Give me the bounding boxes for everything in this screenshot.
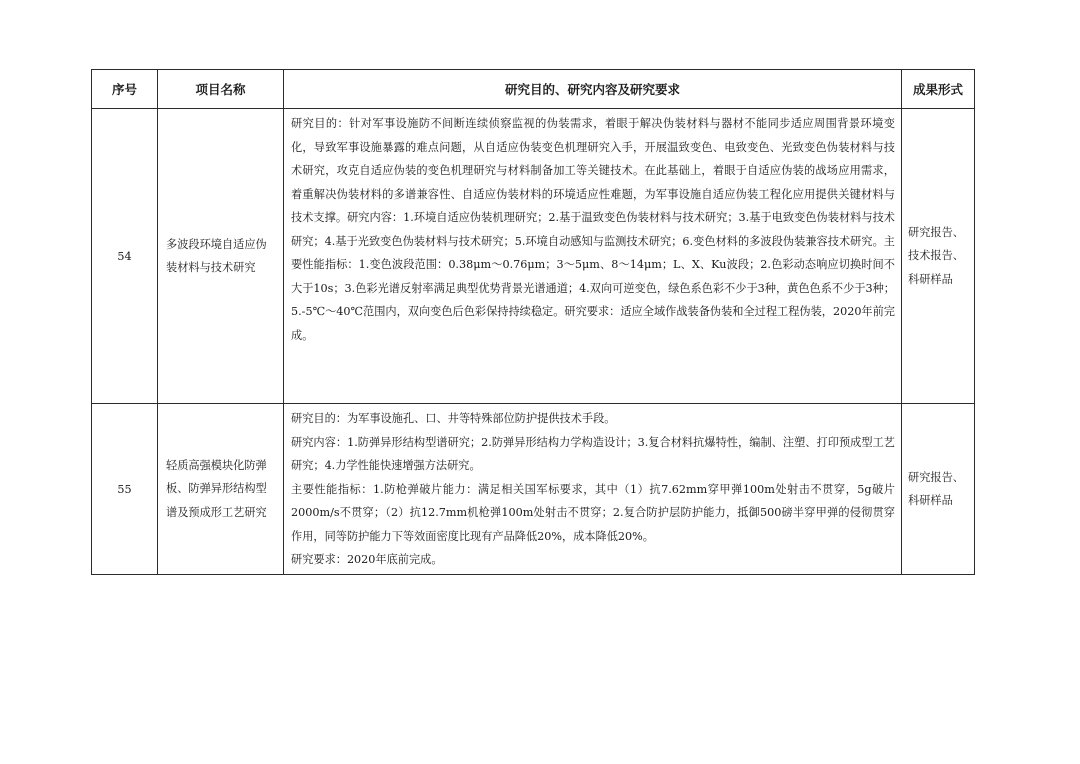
description-paragraph: 研究要求：2020年底前完成。 [291,553,443,566]
header-project-name: 项目名称 [158,70,284,109]
row-output-form: 研究报告、科研样品 [902,404,975,575]
project-table [91,69,975,575]
row-serial-number: 55 [92,404,158,575]
description-paragraph: 研究目的：针对军事设施防不间断连续侦察监视的伪装需求，着眼于解决伪装材料与器材不能同步适应周围背景环境变化，导致军事设施暴露的难点问题，从自适应伪装变色机理研究入手，开展温致变色、电致变色、光致变色伪装材料与技术研究，攻克自适应伪装的变色机理研究与材料制备加工等关键技术。在此基础上，着眼于自适应伪装的战场应用需求，着重解决伪装材料的多谱兼容性、自适应伪装材料的环境适应性难题，为军事设施自适应伪装工程化应用提供关键材料与技术支撑。研究内容：1.环境自适应伪装机理研究；2.基于温致变色伪装材料与技术研究；3.基于电致变色伪装材料与技术研究；4.基于光致变色伪装材料与技术研究；5.环境自动感知与监测技术研究；6.变色材料的多波段伪装兼容技术研究。主要性能指标：1.变色波段范围：0.38μm～0.76μm；3～5μm、8～14μm；L、X、Ku波段；2.色彩动态响应切换时间不大于10s；3.色彩光谱反射率满足典型优势背景光谱通道；4.双向可逆变色，绿色系色彩不少于3种，黄色色系不少于3种；5.-5℃～40℃范围内，双向变色后色彩保持持续稳定。研究要求：适应全域作战装备伪装和全过程工程伪装，2020年前完成。 [291,117,895,342]
description-paragraph: 主要性能指标：1.防枪弹破片能力：满足相关国军标要求，其中（1）抗7.62mm穿甲弹100m处射击不贯穿，5g破片2000m/s不贯穿；（2）抗12.7mm机枪弹100m处射击不贯穿；2.复合防护层防护能力，抵御500磅半穿甲弹的侵彻贯穿作用，同等防护能力下等效面密度比现有产品降低20%，成本降低20%。 [291,482,895,543]
header-research-description: 研究目的、研究内容及研究要求 [284,70,902,109]
table-row [92,404,975,575]
header-output-form: 成果形式 [902,70,975,109]
row-serial-number: 54 [92,109,158,404]
table-row [92,109,975,404]
row-research-description [284,109,902,404]
description-paragraph: 研究目的：为军事设施孔、口、井等特殊部位防护提供技术手段。 [291,412,616,425]
row-output-form: 研究报告、技术报告、科研样品 [902,109,975,404]
row-project-name: 轻质高强模块化防弹板、防弹异形结构型谱及预成形工艺研究 [158,404,284,575]
description-paragraph: 研究内容：1.防弹异形结构型谱研究；2.防弹异形结构力学构造设计；3.复合材料抗爆特性，编制、注塑、打印预成型工艺研究；4.力学性能快速增强方法研究。 [291,435,895,472]
row-project-name: 多波段环境自适应伪装材料与技术研究 [158,109,284,404]
table-header-row [92,70,975,109]
row-research-description [284,404,902,575]
header-serial-number: 序号 [92,70,158,109]
